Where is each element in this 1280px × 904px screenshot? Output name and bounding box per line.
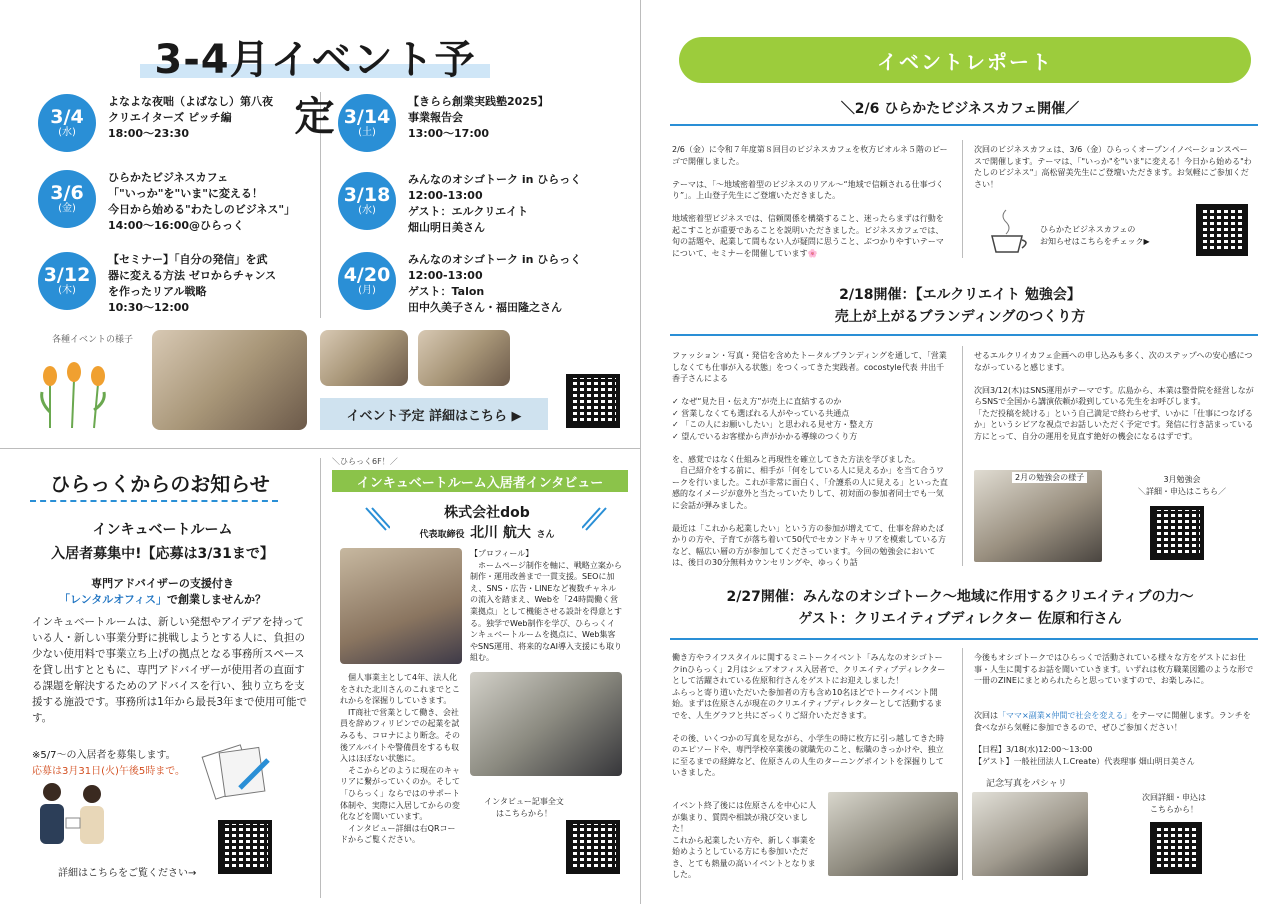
report-text: せるエルクリイカフェ企画への申し込みも多く、次のステップへの安心感につながっていると感じます。 次回3/12(木)はSNS運用がテーマです。広島から、本業は整骨院を経営しながらSNSで全国から講演依頼が殺到している先生をお呼びします。 「ただ投稿を続ける」という自己満足で終わらせず、いかに「仕事につなげるか」というシビアな視点でお話しいただく予定です。発信に行き詰まっている方にとって、自分の運用を見直す絶好の機会になるはずです。 (974, 351, 1254, 441)
photo-note: 2月の勉強会の様子 (1012, 472, 1087, 483)
event-item[interactable] (38, 94, 273, 152)
photo-note: 記念写真をパシャリ (986, 779, 1067, 789)
notice-divider (320, 458, 321, 898)
interview-photo (470, 672, 622, 776)
section-rule (670, 124, 1258, 126)
report-text (974, 710, 1254, 733)
report-text: 働き方やライフスタイルに関するミニトークイベント「みんなのオシゴトークinひらっく」2月はシェアオフィス入居者で、クリエイティブディレクターとして活躍されている佐原和行さんをゲストにお迎えしました！ ふらっと寄り道いただいた参加者の方も含め10名ほどでトークイベント開始。まずは佐原さんが現在のクリエイティブディレクターとして活動するまでを、人生グラフと共にざっくりご紹介いただきます。 その後、いくつかの写真を見ながら、小学生の時に枚方に引っ越してきた時のエピソードや、専門学校卒業後の就職先のこと、転職のきっかけや、独立に至るまでの経緯など、佐原さんの人生のターニングポイントを深掘りしていきました。 (672, 653, 946, 777)
decor-slashes-right (582, 506, 610, 534)
column-divider (962, 648, 963, 880)
study-photo (974, 470, 1102, 562)
notice-lead (20, 576, 305, 608)
talk-photo (828, 792, 958, 876)
apply-note: 3月勉強会 ＼詳細・申込はこちら／ (1138, 475, 1226, 496)
qr-code[interactable] (1150, 822, 1202, 874)
section-heading: 2/27開催：みんなのオシゴトーク〜地域に作用するクリエイティブの力〜 ゲスト：クリエイティブディレクター 佐原和行さん (726, 589, 1194, 627)
notice-deadline: 応募は3月31日(火)午後5時まで。 (32, 766, 186, 777)
coffee-cup-icon (986, 206, 1034, 256)
interview-kicker: ＼ひらっく6F！／ (332, 457, 398, 466)
portrait-photo (340, 548, 462, 664)
date-badge: 3/6 (金) (38, 170, 96, 228)
event-item[interactable] (338, 94, 549, 152)
qr-code[interactable] (1196, 204, 1248, 256)
apply-note: 次回詳細・申込は こちらから！ (1142, 793, 1206, 814)
text-run: をテーマに開催します。ランチを食べながら気軽に参加できるので、ぜひご参加ください！ (974, 711, 1251, 732)
lead-line: 専門アドバイザーの支援付き (91, 577, 234, 590)
cafe-note: ひらかたビジネスカフェの お知らせはこちらをチェック▶ (1040, 225, 1150, 246)
interview-qr-note: インタビュー記事全文 はこちらから！ (484, 797, 564, 818)
notice-body: インキュベートルームは、新しい発想やアイデアを持っている人・新しい事業分野に挑戦しようとする人に、負担の少ない使用料で事業立ち上げの拠点となる事務所スペースを貸し出すとともに、専門アドバイザーが使用者の直面する課題を解決するためのアドバイスを行い、独り立ちを支援する施設です。事務所は1年から最長3年まで使用可能です。 (32, 616, 308, 724)
photo-note: 各種イベントの様子 (52, 335, 134, 345)
event-item[interactable] (338, 172, 581, 236)
interview-body: 個人事業主として4年、法人化をされた北川さんのこれまでとこれからを深掘りしていきます。 IT商社で営業として働き、会社員を辞めフィリピンでの起業を試みるも、コロナにより断念。その後アルバイトや警備員をするも収入はほぼない状態に。 そこからどのように現在のキャリアに繋がっていくのか。そして「ひらっく」ならではのサポート体制や、実際に入居してからの変化などを聞いています。 インタビュー詳細は右QRコードからご覧ください。 (340, 673, 460, 845)
date-badge: 3/18 (水) (338, 172, 396, 230)
section-heading: ＼2/6 ひらかたビジネスカフェ開催／ (840, 101, 1080, 117)
decor-slashes-left (362, 506, 390, 534)
report-text: 2/6（金）に令和７年度第８回目のビジネスカフェを枚方ビオルネ５階のビーゴで開催しました。 テーマは、「〜地域密着型のビジネスのリアル〜“地域で信頼される仕事づくり”」。上山登子先生にご登壇いただきました。 地域密着型ビジネスでは、信頼関係を構築すること、迷ったらまずは行動を起こすことが重要であることを説明いただきました。ビジネスカフェでは、旬の話題や、起業して間もない人が疑問に思うこと、ぶつかりやすいテーマについて、セミナーを開催しています🌸 (672, 145, 948, 258)
text-highlight: 「ママ×副業×仲間で社会を変える」 (998, 711, 1132, 720)
event-photo (418, 330, 510, 386)
report-pill: イベントレポート (679, 37, 1251, 83)
report-text: イベント終了後には佐原さんを中心に人が集まり、質問や相談が飛び交いました！ これから起業したい方や、新しく事業を始めようとしている方にも参加いただき、とても熱量の高いイベントとなりました。 (672, 801, 816, 879)
event-text: みんなのオシゴトーク in ひらっく 12:00-13:00 ゲスト：Talon 田中久美子さん・福田隆之さん (408, 253, 582, 314)
column-divider (962, 140, 963, 258)
event-item[interactable] (38, 252, 276, 316)
group-photo (972, 792, 1088, 876)
section-rule (670, 334, 1258, 336)
interview-tag: インキュベートルーム入居者インタビュー (332, 470, 628, 492)
qr-code[interactable] (218, 820, 272, 874)
date-badge: 3/14 (土) (338, 94, 396, 152)
people-illustration (30, 778, 120, 860)
events-title: 3-4月イベント予定 (140, 28, 490, 80)
column-divider (962, 346, 963, 566)
event-item[interactable] (38, 170, 295, 234)
qr-code[interactable] (1150, 506, 1204, 560)
honorific: さん (536, 530, 555, 540)
event-text: 【きらら創業実践塾2025】 事業報告会 13:00〜17:00 (408, 95, 549, 140)
left-divider (0, 448, 640, 449)
event-item[interactable] (338, 252, 581, 316)
lead-line: で創業しませんか？ (167, 593, 267, 606)
tulip-illustration (36, 362, 116, 430)
qr-code[interactable] (566, 374, 620, 428)
event-detail-button[interactable]: イベント予定 詳細はこちら ▶ (320, 398, 548, 430)
section-heading: 2/18開催：【エルクリエイト 勉強会】 売上が上がるブランディングのつくり方 (834, 287, 1086, 325)
event-photo (320, 330, 408, 386)
event-photo (152, 330, 307, 430)
title-underline (30, 500, 278, 502)
interviewee-name (362, 522, 612, 542)
person-name: 北川 航大 (470, 525, 531, 541)
event-text: ひらかたビジネスカフェ 「"いっか"を"いま"に変える！ 今日から始める"わたしのビジネス"」 14:00〜16:00@ひらっく (108, 171, 296, 232)
section-rule (670, 638, 1258, 640)
notice-subtitle: インキュベートルーム 入居者募集中!【応募は3/31まで】 (51, 522, 274, 562)
qr-code[interactable] (566, 820, 620, 874)
center-divider (640, 0, 641, 904)
text-run: 次回は (974, 711, 998, 720)
event-text: 【セミナー】「自分の発信」を武 器に変える方法 ゼロからチャンス を作ったリアル戦略 10:30〜12:00 (108, 253, 277, 314)
notice-note: ※5/7〜の入居者を募集します。 (32, 750, 176, 761)
documents-illustration (200, 744, 272, 800)
report-text: 次回のビジネスカフェは、3/6（金）ひらっくオープンイノベーションスペースで開催します。テーマは、「"いっか"を"いま"に変える！今日から始める"わたしのビジネス"」高松留美先生にご登壇いただきます。お気軽にご参加ください！ (974, 145, 1252, 189)
report-schedule: 【日程】3/18(水)12:00〜13:00 【ゲスト】一般社団法人ＬCreate）代表理事 畑山明日美さん (974, 745, 1195, 766)
date-badge: 3/12 (木) (38, 252, 96, 310)
role-label: 代表取締役 (419, 530, 465, 540)
company-name: 株式会社dob (444, 505, 530, 521)
report-text: ファッション・写真・発信を含めたトータルブランディングを通して、「営業しなくても仕事が入る状態」をつくってきた実践者。cocostyle代表 井出千香子さんによる ✓ なぜ“見た目・伝え方”が売上に直結するのか ✓ 営業しなくても選ばれる人がやっている共通点 ✓ 「この人にお願いしたい」と思われる見せ方・整え方 ✓ 望んでいるお客様から声がかかる導線のつくり方 を、感覚ではなく仕組みと再現性を確立してきた方法を学びました。 自己紹介をする前に、相手が「何をしている人に見えるか」を当て合うワークを行いました。これが非常に面白く、「介護系の人に見える」といった直感的なイメージが意外と当たっていたりして、初対面の参加者同士でも一気に会話が弾みました。 最近は「これから起業したい」という方の参加が増えてて、仕事を辞めたばかりの方や、子育てが落ち着いて50代でセカンドキャリアを模索している方など、幅広い層の方が参加してくださっています。今回の勉強会においては、後日の30分無料カウンセリングや、ゆっくり話 (672, 351, 948, 567)
notice-title: ひらっくからのお知らせ (50, 472, 270, 496)
profile-text: 【プロフィール】 ホームページ制作を軸に、戦略立案から制作・運用改善まで一貫支援。SEOに加え、SNS・広告・LINEなど複数チャネルの流入を踏まえ、Webを「24時間働く営業拠点」として機能させる設計を得意とする。独学でWeb制作を学び、ひらっくインキュベートルームを拠点に、Web集客やSNS運用、将来的なAI導入支援にも取り組む。 (470, 549, 622, 663)
date-badge: 3/4 (水) (38, 94, 96, 152)
report-text: 今後もオシゴトークではひらっくで活動されている様々な方をゲストにお仕事・人生に関するお話を聞いていきます。いずれは枚方職業図鑑のような形で一冊のZINEにまとめられたらと思っていますので、お楽しみに。 (974, 653, 1254, 685)
date-badge: 4/20 (月) (338, 252, 396, 310)
event-text: みんなのオシゴトーク in ひらっく 12:00-13:00 ゲスト：エルクリエイト 畑山明日美さん (408, 173, 582, 234)
event-text: よなよな夜咄（よばなし）第八夜 クリエイターズ ピッチ編 18:00〜23:30 (108, 95, 273, 140)
lead-highlight: 「レンタルオフィス」 (58, 593, 168, 606)
notice-detail-link[interactable]: 詳細はこちらをご覧ください→ (58, 868, 197, 879)
